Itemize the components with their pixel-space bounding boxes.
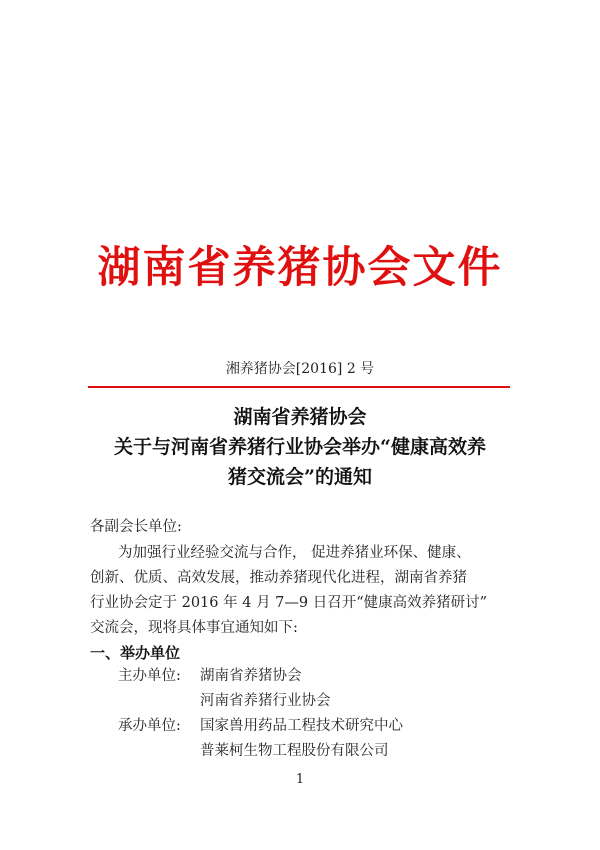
section-heading-organizers: 一、举办单位 — [90, 644, 181, 662]
red-divider-line — [88, 386, 510, 388]
salutation: 各副会长单位: — [90, 519, 182, 535]
host-unit-1: 湖南省养猪协会 — [200, 668, 302, 684]
host-units-label: 主办单位: — [118, 668, 181, 684]
title-line-1: 湖南省养猪协会 — [233, 406, 367, 428]
document-masthead: 湖南省养猪协会文件 — [97, 243, 503, 293]
paragraph-line-4: 交流会，现将具体事宜通知如下: — [90, 620, 298, 636]
title-line-2: 关于与河南省养猪行业协会举办“健康高效养 — [114, 436, 486, 458]
organizer-units-label: 承办单位: — [118, 718, 181, 734]
organizer-unit-1: 国家兽用药品工程技术研究中心 — [200, 718, 403, 734]
paragraph-line-2: 创新、优质、高效发展，推动养猪现代化进程，湖南省养猪 — [90, 570, 467, 586]
paragraph-line-1: 为加强行业经验交流与合作， 促进养猪业环保、健康、 — [118, 545, 471, 561]
paragraph-line-3: 行业协会定于 2016 年 4 月 7—9 日召开“健康高效养猪研讨” — [90, 595, 488, 611]
organizer-unit-2: 普莱柯生物工程股份有限公司 — [200, 743, 389, 759]
host-unit-2: 河南省养猪行业协会 — [200, 693, 331, 709]
page-number: 1 — [295, 772, 305, 787]
title-line-3: 猪交流会”的通知 — [228, 466, 372, 488]
document-number: 湘养猪协会[2016] 2 号 — [225, 361, 375, 377]
